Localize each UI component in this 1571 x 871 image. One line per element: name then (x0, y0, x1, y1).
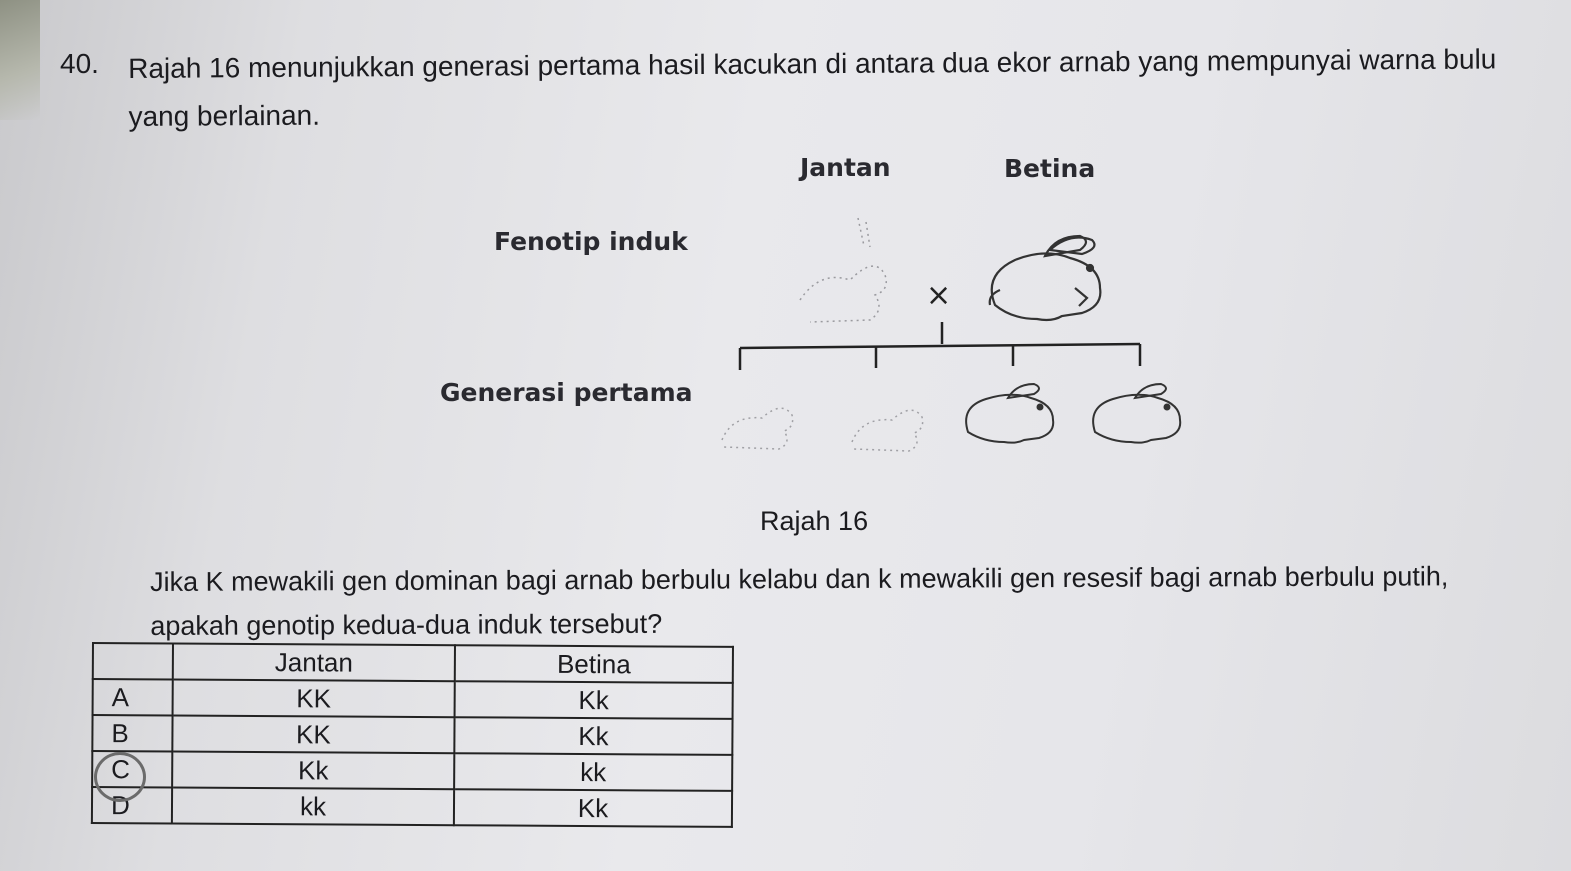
option-label: C (92, 751, 172, 787)
option-label: B (92, 715, 172, 751)
table-row (92, 787, 732, 827)
table-header-row (93, 643, 733, 683)
table-header-male: Jantan (173, 643, 455, 681)
label-parent-phenotype: Fenotip induk (494, 227, 688, 256)
grey-rabbit-female-icon (990, 236, 1101, 320)
male-genotype: Kk (172, 751, 454, 789)
grey-rabbit-offspring-4-icon (1093, 384, 1180, 443)
male-genotype: KK (173, 679, 455, 717)
white-rabbit-offspring-2-icon (852, 410, 923, 451)
marked-answer-circle (94, 752, 146, 802)
female-genotype: Kk (454, 789, 732, 827)
female-genotype: Kk (454, 717, 732, 755)
female-genotype: kk (454, 753, 732, 791)
question-body: Jika K mewakili gen dominan bagi arnab berbulu kelabu dan k mewakili gen resesif bagi arnab berbulu putih, apakah genotip kedua-dua induk tersebut? (150, 561, 1449, 641)
female-genotype: Kk (455, 681, 733, 719)
table-header-female: Betina (455, 645, 733, 683)
male-genotype: kk (172, 787, 454, 825)
pedigree-lines (740, 322, 1140, 370)
question-intro: Rajah 16 menunjukkan generasi pertama hasil kacukan di antara dua ekor arnab yang mempunyai warna bulu yang berlainan. (128, 43, 1497, 132)
table-row (92, 751, 732, 791)
white-rabbit-male-icon (800, 218, 886, 322)
label-male: Jantan (800, 153, 891, 182)
table-row (92, 715, 732, 755)
table-row (93, 679, 733, 719)
label-first-generation: Generasi pertama (440, 378, 693, 407)
cross-symbol: × (926, 278, 952, 313)
male-genotype: KK (172, 715, 454, 753)
figure-caption: Rajah 16 (760, 506, 869, 536)
option-label: A (93, 679, 173, 715)
white-rabbit-offspring-1-icon (722, 408, 793, 449)
grey-rabbit-offspring-3-icon (966, 384, 1053, 443)
option-label: D (92, 787, 172, 823)
table-header-option (93, 643, 173, 679)
answer-table (91, 642, 734, 828)
label-female: Betina (1004, 154, 1096, 183)
question-number: 40. (60, 48, 99, 79)
